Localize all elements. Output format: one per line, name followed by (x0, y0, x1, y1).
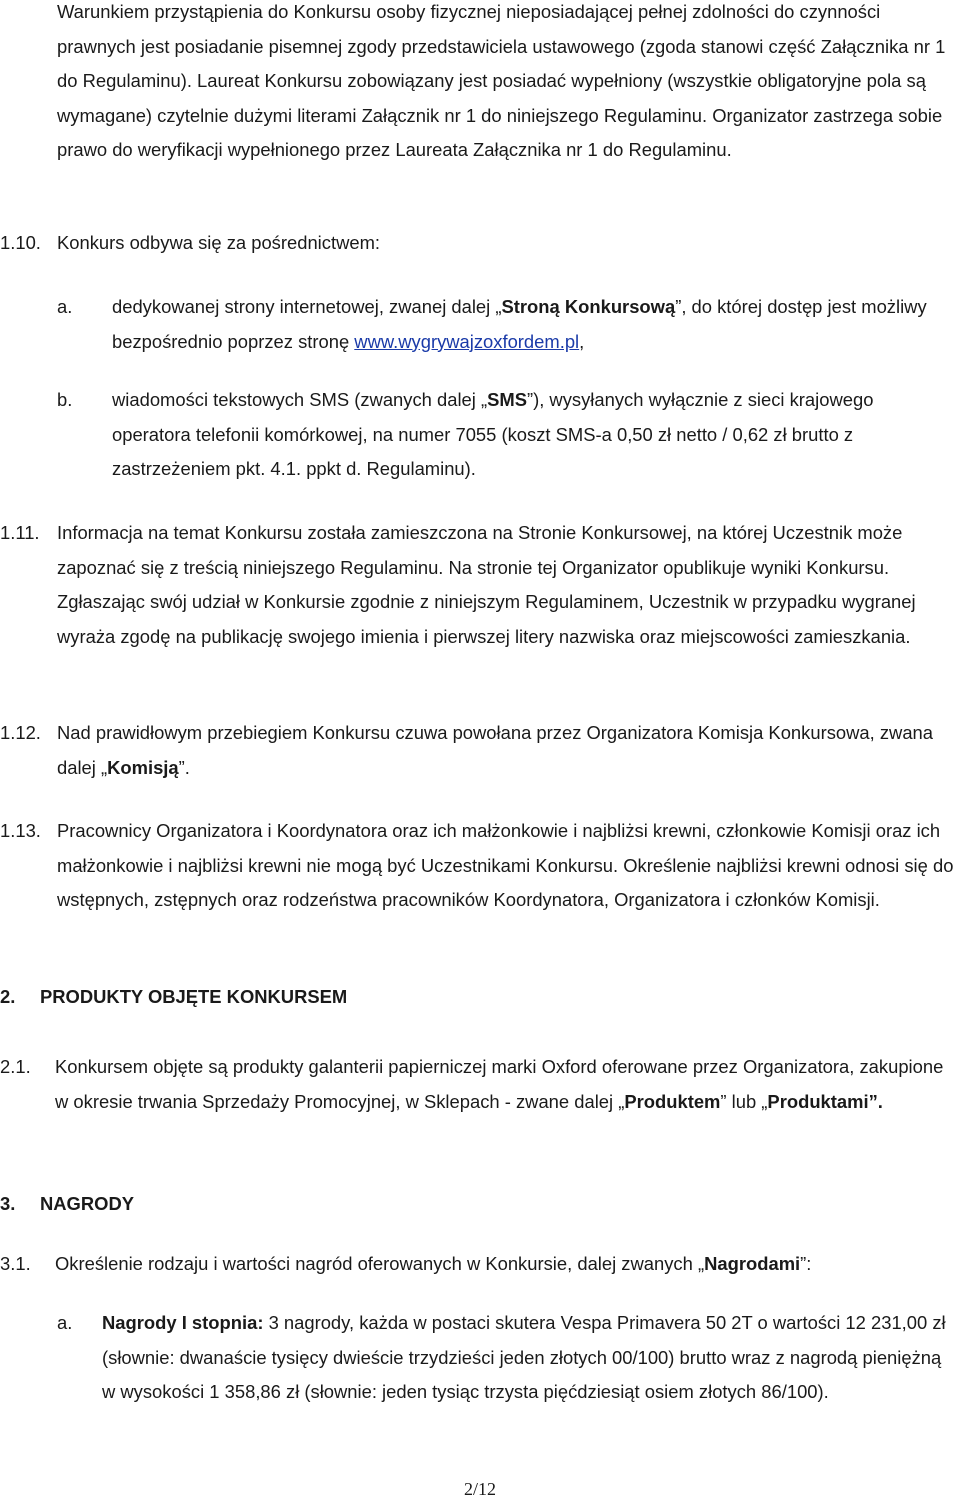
prize-item-a (57, 1306, 957, 1410)
list-label: a. (57, 1312, 73, 1333)
item-text: ”, do której dostęp jest możliwy bezpośrednio poprzez stronę (112, 296, 927, 352)
section-text: ” lub „ (720, 1090, 768, 1112)
page-number: 2/12 (463, 1479, 496, 1499)
section-1-10 (0, 226, 957, 261)
item-text: wiadomości tekstowych SMS (zwanych dalej „ (112, 389, 488, 410)
section-text: Informacja na temat Konkursu została zamieszczona na Stronie Konkursowej, na której Uczestnik może zapoznać się z treścią niniejszego Regulaminu. Na stronie tej Organizator opublikuje wyniki Konkursu. Zgłaszając swój udział w Konkursie zgodnie z niniejszym Regulaminem, Uczestnik w przypadku wygranej wyraża zgodę na publikację swojego imienia i pierwszej litery nazwiska oraz miejscowości zamieszkania. (57, 522, 916, 647)
term-produkty: Produktami (767, 1090, 869, 1112)
heading-title: NAGRODY (40, 1193, 135, 1214)
term-sms: SMS (487, 389, 527, 410)
heading-title: PRODUKTY OBJĘTE KONKURSEM (40, 986, 348, 1007)
list-item-b (57, 383, 957, 487)
section-number: 1.13. (0, 820, 41, 841)
heading-number: 2. (0, 986, 16, 1007)
section-text: ”. (868, 1090, 883, 1112)
section-number: 1.10. (0, 232, 41, 253)
section-1-12 (0, 716, 955, 785)
section-1-11 (0, 516, 955, 654)
list-label: b. (57, 389, 73, 410)
section-number: 2.1. (0, 1056, 31, 1077)
term-produkt: Produktem (624, 1090, 721, 1112)
section-3-1 (0, 1247, 955, 1282)
section-text: Konkurs odbywa się za pośrednictwem: (57, 232, 381, 253)
section-text: Konkursem objęte są produkty galanterii papierniczej marki Oxford oferowane przez Organizatora, zakupione w okresie trwania Sprzedaży Promocyjnej, w Sklepach - zwane dalej „ (55, 1056, 944, 1112)
term-komisja: Komisją (107, 756, 179, 778)
section-number: 3.1. (0, 1253, 31, 1274)
section-text: Pracownicy Organizatora i Koordynatora oraz ich małżonkowie i najbliżsi krewni, członkowie Komisji oraz ich małżonkowie i najbliżsi krewni nie mogą być Uczestnikami Konkursu. Określenie najbliżsi krewni odnosi się do wstępnych, zstępnych oraz rodzeństwa pracowników Koordynatora, Organizatora i członków Komisji. (57, 820, 954, 910)
section-text: ”. (178, 756, 190, 778)
list-label: a. (57, 296, 73, 317)
item-text: , (579, 330, 585, 352)
prize-text: 3 nagrody, każda w postaci skutera Vespa Primavera 50 2T o wartości 12 231,00 zł (słownie: dwanaście tysięcy dwieście trzydzieści jeden złotych 00/100) brutto wraz z nagrodą pieniężną w wysokości 1 358,86 zł (słownie: jeden tysiąc trzysta pięćdziesiąt osiem złotych 86/100). (102, 1312, 946, 1402)
section-number: 1.11. (0, 522, 40, 543)
item-text: dedykowanej strony internetowej, zwanej dalej „ (112, 296, 502, 317)
term-nagrody: Nagrodami (704, 1253, 801, 1274)
list-item-a (57, 290, 957, 359)
section-number: 1.12. (0, 722, 41, 743)
item-text: ”), wysyłanych wyłącznie z sieci krajowego operatora telefonii komórkowej, na numer 7055 (koszt SMS-a 0,50 zł netto / 0,62 zł brutto z zastrzeżeniem pkt. 4.1. ppkt d. Regulaminu). (112, 389, 874, 479)
term-strona-konkursowa: Stroną Konkursową (501, 296, 676, 317)
section-1-13 (0, 814, 955, 918)
section-text: ”: (800, 1253, 812, 1274)
section-text: Określenie rodzaju i wartości nagród oferowanych w Konkursie, dalej zwanych „ (55, 1253, 705, 1274)
intro-paragraph: Warunkiem przystąpienia do Konkursu osoby fizycznej nieposiadającej pełnej zdolności do czynności prawnych jest posiadanie pisemnej zgody przedstawiciela ustawowego (zgoda stanowi część Załącznika nr 1 do Regulaminu). Laureat Konkursu zobowiązany jest posiadać wypełniony (wszystkie obligatoryjne pola są wymagane) czytelnie dużymi literami Załącznik nr 1 do niniejszego Regulaminu. Organizator zastrzega sobie prawo do weryfikacji wypełnionego przez Laureata Załącznika nr 1 do Regulaminu. (57, 1, 946, 160)
section-text: Nad prawidłowym przebiegiem Konkursu czuwa powołana przez Organizatora Komisja Konkursowa, zwana dalej „ (57, 722, 934, 778)
section-2-1 (0, 1050, 955, 1119)
prize-tier-label: Nagrody I stopnia: (102, 1312, 264, 1333)
heading-number: 3. (0, 1193, 16, 1214)
website-link[interactable]: www.wygrywajzoxfordem.pl (354, 330, 580, 352)
